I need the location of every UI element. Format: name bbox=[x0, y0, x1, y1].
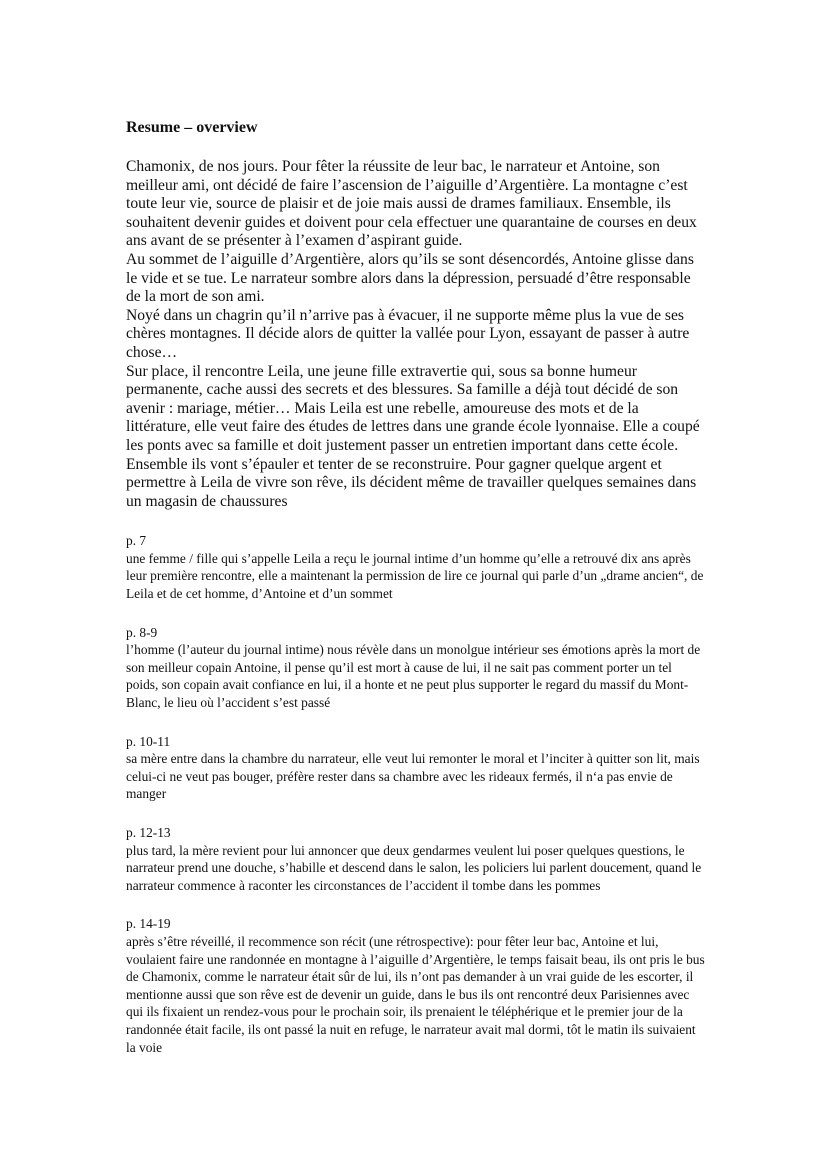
summary-paragraph: Chamonix, de nos jours. Pour fêter la réussite de leur bac, le narrateur et Antoine, son meilleur ami, ont décidé de faire l’ascension de l’aiguille d’Argentière. La montagne c’est toute leur vie, source de plaisir et de joie mais aussi de drames familiaux. Ensemble, ils souhaitent devenir guides et doivent pour cela effectuer une quarantaine de courses en deux ans avant de se présenter à l’examen d’aspirant guide. bbox=[126, 158, 697, 250]
page-reference: p. 8-9 bbox=[126, 624, 158, 640]
section-p7 bbox=[126, 532, 706, 602]
summary-paragraph: Au sommet de l’aiguille d’Argentière, alors qu’ils se sont désencordés, Antoine glisse dans le vide et se tue. Le narrateur sombre alors dans la dépression, persuadé d’être responsable de la mort de son ami. bbox=[126, 250, 694, 306]
summary-paragraph: Noyé dans un chagrin qu’il n’arrive pas à évacuer, il ne supporte même plus la vue de ses chères montagnes. Il décide alors de quitter la vallée pour Lyon, essayant de passer à autre chose… bbox=[126, 306, 690, 361]
page-reference: p. 7 bbox=[126, 533, 147, 549]
section-text: sa mère entre dans la chambre du narrateur, elle veut lui remonter le moral et l’inciter à quitter son lit, mais celui-ci ne veut pas bouger, préfère rester dans sa chambre avec les rideaux fermés, il n‘a pas envie de manger bbox=[126, 751, 700, 802]
section-p10-11 bbox=[126, 733, 706, 803]
section-text: l’homme (l’auteur du journal intime) nous révèle dans un monolgue intérieur ses émotions après la mort de son meilleur copain Antoine, il pense qu’il est mort à cause de lui, il ne sait pas comment porter un tel poids, son copain avait confiance en lui, il a honte et ne peut plus supporter le regard du massif du Mont-Blanc, le lieu où l’accident s’est passé bbox=[126, 642, 701, 711]
section-text: plus tard, la mère revient pour lui annoncer que deux gendarmes veulent lui poser quelques questions, le narrateur prend une douche, s’habille et descend dans le salon, les policiers lui parlent doucement, quand le narrateur commence à raconter les circonstances de l’accident il tombe dans les pommes bbox=[126, 842, 702, 893]
page-reference: p. 14-19 bbox=[126, 916, 171, 932]
page-reference: p. 12-13 bbox=[126, 825, 171, 840]
section-text: une femme / fille qui s’appelle Leila a reçu le journal intime d’un homme qu’elle a retrouvé dix ans après leur première rencontre, elle a maintenant la permission de lire ce journal qui parle d’un „drame ancien“, de Leila et de cet homme, d’Antoine et d’un sommet bbox=[126, 550, 704, 602]
summary-paragraph: Sur place, il rencontre Leila, une jeune fille extravertie qui, sous sa bonne humeur permanente, cache aussi des secrets et des blessures. Sa famille a déjà tout décidé de son avenir : mariage, métier… Mais Leila est une rebelle, amoureuse des mots et de la littérature, elle veut faire des études de lettres dans une grande école lyonnaise. Elle a coupé les ponts avec sa famille et doit justement passer un entretien important dans cette école. Ensemble ils vont s’épauler et tenter de se reconstruire. Pour gagner quelque argent et permettre à Leila de vivre son rêve, ils décident même de travailler quelques semaines dans un magasin de chaussures bbox=[126, 362, 700, 510]
section-p14-19 bbox=[126, 915, 706, 1056]
document-title: Resume – overview bbox=[126, 119, 258, 136]
section-p12-13 bbox=[126, 824, 706, 894]
summary-block bbox=[126, 158, 706, 511]
section-text: après s’être réveillé, il recommence son récit (une rétrospective): pour fêter leur bac, Antoine et lui, voulaient faire une randonnée en montagne à l’aiguille d’Argentière, le temps faisait beau, ils ont pris le bus de Chamonix, comme le narrateur était sûr de lui, ils n’ont pas demander à un vrai guide de les escorter, il mentionne aussi que son rêve est de devenir un guide, dans le bus ils ont rencontré deux Parisiennes avec qui ils fixaient un rendez-vous pour le prochain soir, ils prenaient le téléphérique et le premier jour de la randonnée était facile, ils ont passé la nuit en refuge, le narrateur avait mal dormi, tôt le matin ils suivaient la voie bbox=[126, 933, 705, 1055]
page-reference: p. 10-11 bbox=[126, 733, 171, 749]
document-page bbox=[126, 118, 706, 1056]
section-p8-9 bbox=[126, 624, 706, 712]
